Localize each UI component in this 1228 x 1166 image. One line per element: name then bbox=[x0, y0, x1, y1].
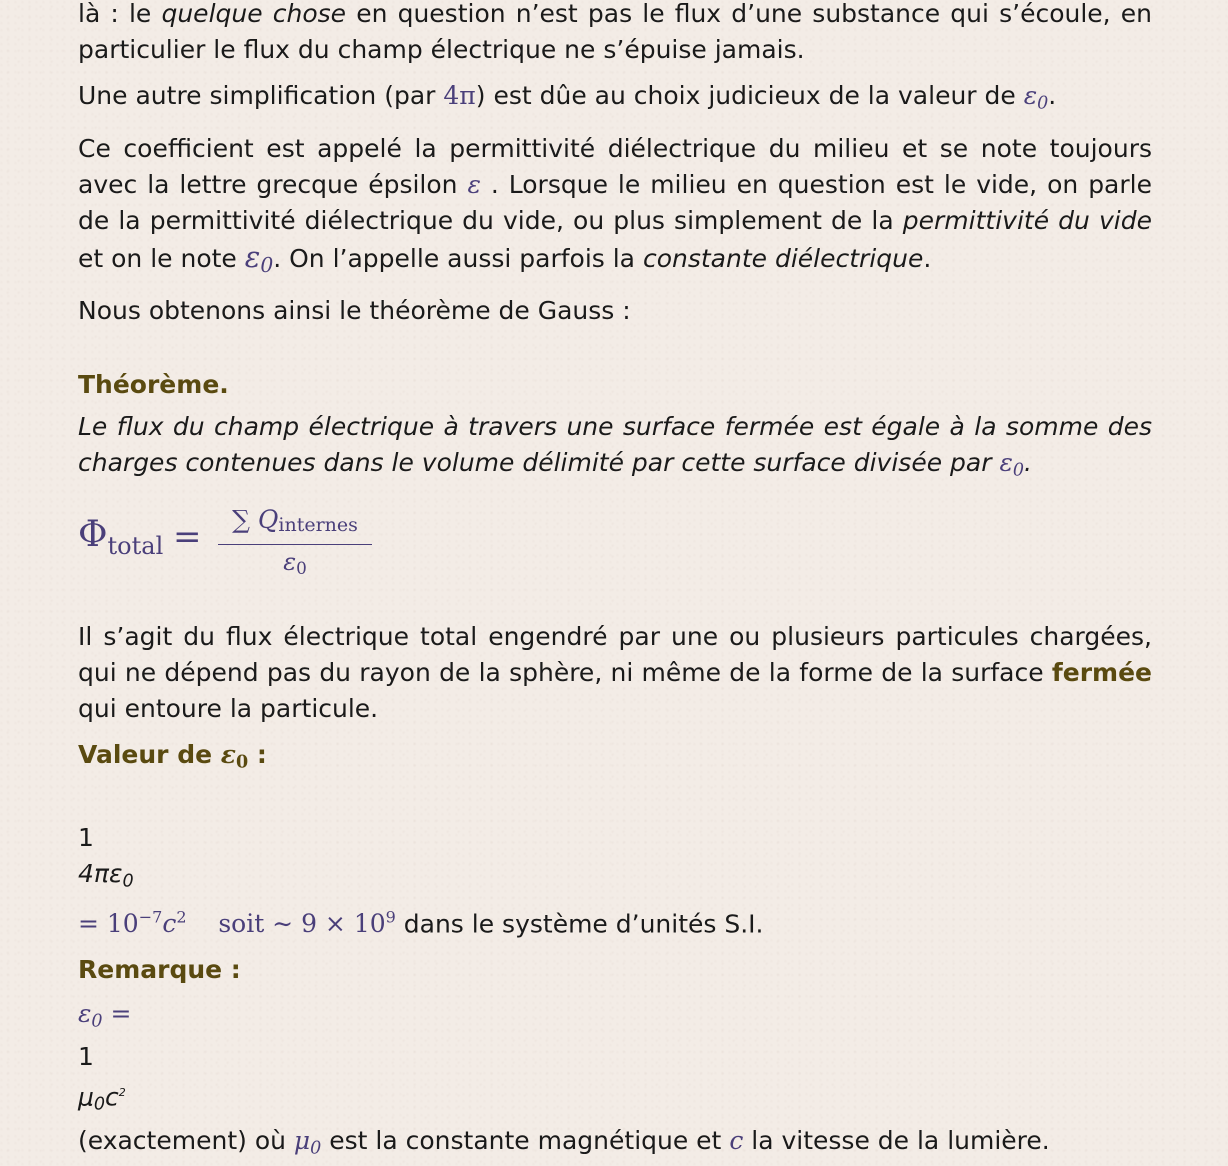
math-4pi: 4π bbox=[443, 81, 476, 110]
text: . bbox=[1024, 448, 1032, 478]
gauss-formula bbox=[78, 497, 1152, 587]
sum-symbol: ∑ bbox=[232, 504, 250, 534]
subscript: total bbox=[107, 531, 164, 560]
math-epsilon0 bbox=[78, 998, 103, 1032]
epsilon-symbol: ε bbox=[244, 240, 261, 275]
epsilon-symbol: ε bbox=[220, 739, 236, 769]
subscript: internes bbox=[278, 513, 358, 536]
remarque-heading: Remarque : bbox=[78, 954, 241, 984]
math-epsilon0 bbox=[244, 240, 274, 278]
subscript: 0 bbox=[260, 253, 274, 278]
paragraph-gauss-intro: Nous obtenons ainsi le théorème de Gauss : bbox=[78, 296, 631, 326]
text: : bbox=[248, 739, 267, 769]
exponent: 2 bbox=[118, 1086, 126, 1100]
c-symbol: c bbox=[162, 908, 177, 938]
subscript: 0 bbox=[235, 752, 249, 773]
epsilon-symbol: ε bbox=[1023, 81, 1038, 110]
subscript: 0 bbox=[296, 558, 307, 578]
text: . bbox=[923, 244, 932, 274]
formula-fraction bbox=[218, 505, 372, 585]
text: la vitesse de la lumière. bbox=[743, 1125, 1050, 1155]
mu-symbol: μ bbox=[78, 1082, 94, 1112]
exponent: 9 bbox=[385, 907, 396, 927]
text: . On l’appelle aussi parfois la bbox=[273, 244, 643, 274]
text: qui entoure la particule. bbox=[78, 693, 379, 723]
subscript: 0 bbox=[122, 871, 134, 892]
text: Ce coefficient est appelé la permittivité diélectrique du milieu et se note toujours avec la lettre grecque épsilon bbox=[78, 134, 1152, 200]
q-symbol: Q bbox=[257, 504, 279, 534]
document-page bbox=[78, 0, 1152, 1166]
emphasis-text: permittivité du vide bbox=[902, 206, 1152, 236]
equals-sign: = bbox=[173, 516, 202, 557]
c-symbol: c bbox=[729, 1125, 744, 1155]
math-mu0 bbox=[293, 1125, 322, 1159]
paragraph-permittivity bbox=[78, 131, 1152, 283]
text: en question n’est pas le flux d’une substance qui s’écoule, en particulier le flux du champ électrique ne s’épuise jamais. bbox=[78, 0, 1152, 64]
formula-lhs bbox=[78, 513, 164, 564]
text: Valeur de bbox=[78, 739, 221, 769]
text: est la constante magnétique et bbox=[321, 1125, 730, 1155]
denominator bbox=[78, 856, 1152, 899]
exponent: 2 bbox=[176, 907, 187, 927]
exponent: −7 bbox=[138, 907, 163, 927]
text: ) est dûe au choix judicieux de la valeur de bbox=[475, 81, 1024, 110]
math-value bbox=[78, 909, 396, 938]
valeur-formula-line bbox=[78, 784, 1152, 820]
paragraph-flux bbox=[78, 0, 1152, 68]
epsilon-symbol: ε bbox=[78, 998, 92, 1028]
text: (exactement) où bbox=[78, 1125, 294, 1155]
text: Il s’agit du flux électrique total engendré par une ou plusieurs particules chargées, qui ne dépend pas du rayon de la sphère, ni même de la forme de la surface bbox=[78, 621, 1152, 687]
bold-text: fermée bbox=[1051, 657, 1152, 687]
text: là : le bbox=[78, 0, 162, 28]
text: . Lorsque le milieu en question est le vide, on parle de la permittivité diélectrique du vide, ou plus simplement de la bbox=[78, 170, 1152, 236]
fraction-denominator bbox=[218, 545, 372, 585]
text: Le flux du champ électrique à travers une surface fermée est égale à la somme des charges contenues dans le volume délimité par cette surface divisée par bbox=[78, 412, 1152, 478]
math-epsilon: ε bbox=[467, 170, 481, 200]
theorem-heading: Théorème. bbox=[78, 370, 229, 400]
math-epsilon0 bbox=[999, 448, 1025, 481]
paragraph-total-flux bbox=[78, 619, 1152, 727]
text: et on le note bbox=[78, 244, 245, 274]
epsilon-symbol: ε bbox=[283, 547, 297, 576]
subscript: 0 bbox=[1037, 93, 1049, 114]
text: . bbox=[1048, 81, 1057, 110]
text: soit ∼ 9 × 10 bbox=[218, 908, 386, 938]
fraction-numerator bbox=[218, 505, 372, 545]
math-epsilon0 bbox=[1023, 81, 1049, 114]
c-symbol: c bbox=[105, 1082, 119, 1112]
numerator: 1 bbox=[78, 823, 94, 853]
text: dans le système d’unités S.I. bbox=[395, 908, 764, 938]
text: 4πε bbox=[78, 859, 123, 889]
subscript: 0 bbox=[1012, 460, 1025, 481]
subscript: 0 bbox=[310, 1138, 322, 1159]
epsilon-symbol: ε bbox=[999, 448, 1013, 478]
phi-symbol: Φ bbox=[78, 513, 108, 555]
paragraph-simplification bbox=[78, 78, 1152, 121]
numerator: 1 bbox=[78, 1042, 94, 1072]
remarque-line bbox=[78, 996, 1152, 1039]
denominator bbox=[78, 1075, 1152, 1123]
subscript: 0 bbox=[91, 1011, 103, 1032]
theorem-statement bbox=[78, 409, 1152, 488]
mu-symbol: μ bbox=[293, 1125, 311, 1155]
text: Une autre simplification (par bbox=[78, 81, 444, 110]
subscript: 0 bbox=[93, 1094, 106, 1115]
valeur-heading bbox=[78, 737, 1152, 780]
equals-sign: = bbox=[102, 998, 140, 1028]
text: = 10 bbox=[78, 908, 139, 938]
emphasis-text: constante diélectrique bbox=[642, 244, 924, 274]
emphasis-text: quelque chose bbox=[161, 0, 347, 28]
